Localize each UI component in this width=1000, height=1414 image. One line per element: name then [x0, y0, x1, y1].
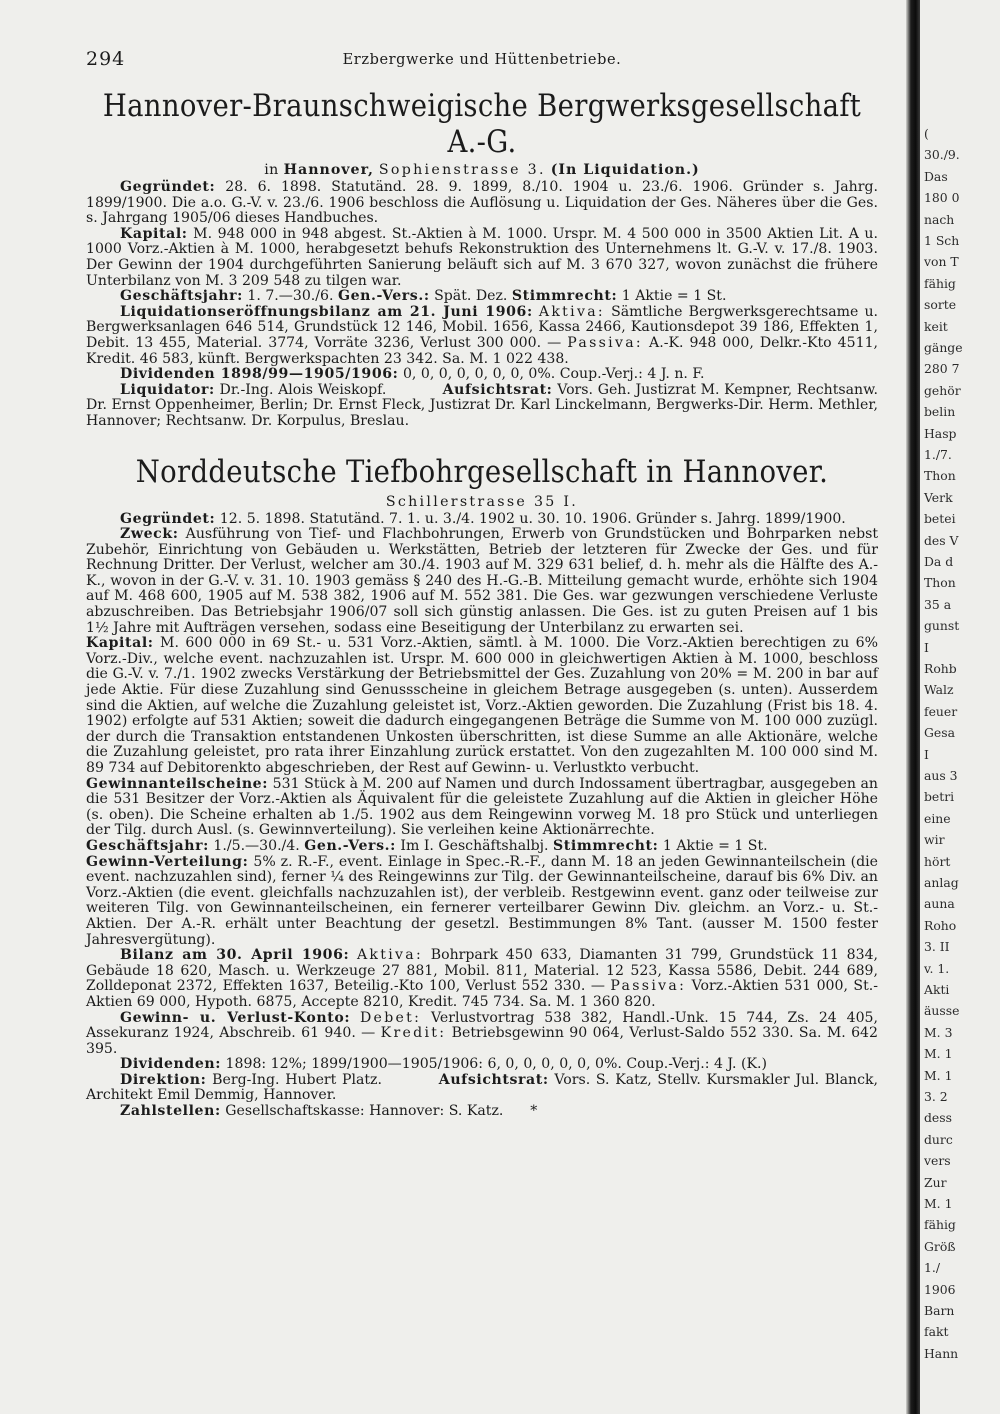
- page-number: 294: [86, 48, 126, 70]
- aktiva-label: Aktiva:: [356, 947, 424, 964]
- passiva-label: Passiva:: [567, 334, 643, 351]
- value: 12. 5. 1898. Statutänd. 7. 1. u. 3./4. 1902 u. 30. 10. 1906. Gründer s. Jahrg. 1899/1900.: [219, 510, 846, 527]
- footnote-asterisk: *: [530, 1103, 538, 1120]
- kredit-label: Kredit:: [380, 1025, 447, 1042]
- label: Liquidator:: [120, 381, 215, 398]
- label: Kapital:: [120, 225, 188, 242]
- adjacent-page-fragment: Da d: [924, 554, 954, 569]
- value: Betriebsgewinn 90 064, Verlust-Saldo 552 330. Sa. M. 642 395.: [86, 1025, 878, 1057]
- adjacent-page-fragment: fähig: [924, 1217, 956, 1233]
- value: 1898: 12%; 1899/1900—1905/1906: 6, 0, 0, 0, 0, 0, 0%. Coup.-Verj.: 4 J. (K.): [225, 1056, 767, 1073]
- adjacent-page-edge: [920, 0, 1000, 1414]
- adjacent-page-fragment: Verk: [924, 489, 953, 505]
- debet-label: Debet:: [359, 1009, 422, 1026]
- company-entry-norddeutsche-tiefbohr: [86, 453, 879, 1120]
- value: Ausführung von Tief- und Flachbohrungen, Erwerb von Grundstücken und Bohrparken nebst Zubehör, Einrichtung von Gebäuden u. Werkstätten, Betrieb der letzteren für Zwecke der Ges. und für Rechnung Dritter. Der Verlust, welcher am 30./4. 1903 auf M. 329 631 belief, d. h. mehr als die Hälfte des A.-K., wovon in der G.-V. v. 31. 10. 1903 gemäss § 240 des H.-G.-B. Mitteilung gemacht wurde, erhöhte sich 1904 auf M. 468 600, 1905 auf M. 538 382, 1906 auf M. 552 381. Die Ges. war gezwungen verschiedene Verluste abzuschreiben. Das Betriebsjahr 1906/07 soll sich günstig anlassen. Die Ges. ist zu guten Preisen auf 1 bis 1½ Jahre mit Aufträgen versehen, sodass eine Beseitigung der Unterbilanz zu erwarten sei.: [86, 526, 878, 636]
- entry-zahlstellen: [86, 1104, 878, 1120]
- adjacent-page-fragment: hört: [924, 853, 951, 869]
- adjacent-page-fragment: 180 0: [924, 190, 960, 206]
- value: Vors. Geh. Justizrat M. Kempner, Rechtsanw. Dr. Ernst Oppenheimer, Berlin; Dr. Ernst Fleck, Justizrat Dr. Karl Linckelmann, Bergwerks-Dir. Herm. Methler, Hannover; Rechtsanw. Dr. Korpulus, Breslau.: [86, 381, 878, 429]
- adjacent-page-fragment: anlag: [924, 875, 959, 890]
- aktiva-label: Aktiva:: [538, 303, 605, 320]
- value: 0, 0, 0, 0, 0, 0, 0, 0%. Coup.-Verj.: 4 J. n. F.: [402, 366, 705, 383]
- label: Dividenden:: [120, 1056, 222, 1073]
- adjacent-page-fragment: keit: [924, 318, 948, 334]
- adjacent-page-fragment: Größ: [924, 1238, 956, 1254]
- adjacent-page-fragment: Akti: [924, 982, 950, 997]
- value: 28. 6. 1898. Statutänd. 28. 9. 1899, 8./10. 1904 u. 23./6. 1906. Gründer s. Jahrg. 1899/1900. Die a.o. G.-V. v. 23./6. 1906 beschloss die Auflösung u. Liquidation der Ges. Näheres über die Ges. s. Jahrgang 1905/06 dieses Handbuches.: [86, 179, 878, 227]
- entry-bilanz: [86, 948, 878, 1010]
- value: 1 Aktie = 1 St.: [621, 288, 727, 305]
- value: 1./5.—30./4.: [213, 837, 300, 854]
- adjacent-page-fragment: betei: [924, 511, 956, 527]
- label: Gewinnanteilscheine:: [86, 775, 269, 792]
- label: Gen.-Vers.:: [337, 288, 430, 305]
- value: 531 Stück à M. 200 auf Namen und durch Indossament übertragbar, ausgegeben an die 531 Besitzer der Vorz.-Aktien als Äquivalent für die geleistete Zuzahlung auf die Aktien in gleicher Höhe (s. oben). Die Scheine erhalten ab 1./5. 1902 aus dem Reingewinn vorweg M. 18 pro Stück und unterliegen der Tilg. durch Ausl. (s. Gewinnverteilung). Sie verleihen keine Aktionärrechte.: [86, 775, 878, 839]
- adjacent-page-fragment: Das: [924, 168, 948, 184]
- adjacent-page-fragment: Walz: [924, 682, 954, 698]
- adjacent-page-fragment: Thon: [924, 575, 956, 591]
- label: Geschäftsjahr:: [120, 288, 243, 305]
- adjacent-page-fragment: aus 3: [924, 768, 958, 783]
- adjacent-page-fragment: Barn: [924, 1303, 955, 1318]
- adjacent-page-fragment: äusse: [924, 1003, 960, 1019]
- entry-liquidationsbilanz: [86, 305, 878, 367]
- label: Gewinn- u. Verlust-Konto:: [120, 1009, 351, 1026]
- adjacent-page-fragment: 1./7.: [924, 447, 952, 462]
- value: Vors. S. Katz, Stellv. Kursmakler Jul. Blanck, Architekt Emil Demmig, Hannover.: [86, 1071, 878, 1104]
- adjacent-page-fragment: M. 1: [924, 1067, 953, 1083]
- text-column: [86, 48, 878, 1120]
- adjacent-page-fragment: 1906: [924, 1281, 956, 1297]
- adjacent-page-fragment: belin: [924, 404, 956, 420]
- adjacent-page-fragment: Zur: [924, 1174, 947, 1190]
- entry-direktion: [86, 1073, 878, 1104]
- entry-geschaeftsjahr: [86, 289, 878, 305]
- adjacent-page-fragment: v. 1.: [924, 960, 950, 976]
- label: Kapital:: [86, 635, 154, 652]
- label: Dividenden 1898/99—1905/1906:: [120, 366, 399, 383]
- adjacent-page-fragment: durc: [924, 1131, 953, 1147]
- adjacent-page-fragment: I: [924, 746, 929, 762]
- location-prefix: in: [264, 162, 279, 178]
- adjacent-page-fragment: M. 3: [924, 1024, 953, 1040]
- adjacent-page-fragment: 3. 2: [924, 1089, 948, 1104]
- adjacent-page-fragment: fakt: [924, 1324, 949, 1340]
- entry-gegruendet: [86, 180, 878, 227]
- adjacent-page-fragment: M. 1: [924, 1046, 953, 1062]
- label: Gegründet:: [120, 179, 216, 195]
- company-address-line: [86, 162, 878, 178]
- adjacent-page-fragment: gehör: [924, 382, 961, 398]
- label: Direktion:: [120, 1071, 207, 1088]
- entry-gewinn-verteilung: [86, 855, 878, 949]
- adjacent-page-fragment: von T: [924, 254, 959, 270]
- adjacent-page-fragment: M. 1: [924, 1196, 953, 1211]
- label: Stimmrecht:: [553, 837, 659, 854]
- adjacent-page-fragment: 35 a: [924, 596, 952, 612]
- value: 1. 7.—30./6.: [247, 288, 334, 305]
- entry-geschaeftsjahr: [86, 839, 878, 855]
- adjacent-page-fragment: des V: [924, 532, 959, 548]
- label: Aufsichtsrat:: [438, 1071, 549, 1088]
- adjacent-page-fragment: 1 Sch: [924, 233, 960, 248]
- entry-dividenden: [86, 367, 878, 383]
- adjacent-page-fragment: 1./: [924, 1260, 940, 1276]
- adjacent-page-fragment: feuer: [924, 703, 958, 719]
- adjacent-page-fragment: nach: [924, 211, 955, 227]
- running-header: [86, 48, 878, 82]
- label: Zahlstellen:: [120, 1103, 221, 1120]
- entry-liquidator: [86, 383, 878, 430]
- running-title: Erzbergwerke und Hüttenbetriebe.: [342, 52, 622, 68]
- adjacent-page-fragment: gänge: [924, 340, 963, 355]
- adjacent-page-fragment: fähig: [924, 275, 956, 291]
- entry-gewinnanteilscheine: [86, 777, 878, 839]
- adjacent-page-fragment: sorte: [924, 297, 957, 313]
- adjacent-page-fragment: 3. II: [924, 939, 950, 955]
- value: Bohrpark 450 633, Diamanten 31 799, Grundstück 11 834, Gebäude 18 620, Masch. u. Werkzeuge 27 881, Mobil. 811, Material. 12 523, Kassa 5586, Debit. 244 689, Zolldeponat 2372, Effekten 1637, Beteilig.-Kto 100, Verlust 552 330. —: [86, 947, 879, 995]
- adjacent-page-fragment: Hann: [924, 1345, 959, 1361]
- adjacent-page-fragment: (: [924, 126, 929, 141]
- label: Gen.-Vers.:: [304, 837, 396, 854]
- value: 1 Aktie = 1 St.: [662, 837, 768, 854]
- book-gutter: [906, 0, 920, 1414]
- value: Spät. Dez.: [434, 288, 508, 305]
- adjacent-page-fragment: 30./9.: [924, 147, 960, 163]
- adjacent-page-fragment: Gesa: [924, 725, 955, 741]
- adjacent-page-fragment: betri: [924, 789, 955, 805]
- label: Bilanz am 30. April 1906:: [120, 947, 350, 964]
- label: Gegründet:: [120, 510, 216, 527]
- adjacent-page-fragment: auna: [924, 896, 955, 912]
- adjacent-page-fragment: wir: [924, 832, 945, 848]
- value: 5% z. R.-F., event. Einlage in Spec.-R.-F., dann M. 18 an jeden Gewinnanteilschein (die event. nachzuzahlen sind), ferner ¼ des Reingewinns zur Tilg. der Gewinnanteilscheine, darauf bis 6% Div. an Vorz.-Aktien (die event. gleichfalls nachzuzahlen ist), der verbleib. Restgewinn event. ganz oder teilweise zur weiteren Tilg. von Gewinnanteilscheinen, ein fernerer verteilbarer Gewinn Div. gleichm. an Vorz.- u. St.-Aktien. Der A.-R. erhält unter Beachtung der gesetzl. Bestimmungen 8% Tant. (ausser M. 1500 fester Jahresvergütung).: [86, 853, 879, 948]
- adjacent-page-fragment: Hasp: [924, 425, 957, 441]
- company-title: Hannover-Braunschweigische Bergwerksgesellschaft A.-G.: [102, 88, 862, 160]
- city: Hannover,: [283, 162, 374, 178]
- adjacent-page-fragment: vers: [924, 1153, 951, 1169]
- adjacent-page-fragment: gunst: [924, 618, 960, 634]
- label: Gewinn-Verteilung:: [86, 853, 249, 870]
- value: Berg-Ing. Hubert Platz.: [212, 1071, 382, 1088]
- label: Geschäftsjahr:: [86, 837, 209, 854]
- value: Verlustvortrag 538 382, Handl.-Unk. 15 744, Zs. 24 405, Assekuranz 1924, Abschreib. 61 940. —: [86, 1009, 878, 1042]
- value: Vorz.-Aktien 531 000, St.-Aktien 69 000, Hypoth. 6875, Accepte 8210, Kredit. 745 734. Sa. M. 1 360 820.: [86, 978, 878, 1010]
- value: Gesellschaftskasse: Hannover: S. Katz.: [225, 1103, 504, 1120]
- entry-kapital: [86, 227, 878, 289]
- passiva-label: Passiva:: [610, 978, 687, 995]
- adjacent-page-fragment: Roho: [924, 917, 957, 933]
- value: M. 948 000 in 948 abgest. St.-Aktien à M. 1000. Urspr. M. 4 500 000 in 3500 Aktien Lit. A u. 1000 Vorz.-Aktien à M. 1000, herabgesetzt behufs Rekonstruktion des Unternehmens lt. G.-V. v. 17./8. 1903. Der Gewinn der 1904 durchgeführten Sanierung beläuft sich auf M. 3 670 327, wovon zunächst die frühere Unterbilanz von M. 3 209 548 zu tilgen war.: [86, 225, 878, 289]
- label: Liquidationseröffnungsbilanz am 21. Juni 1906:: [120, 303, 533, 320]
- entry-kapital: [86, 636, 878, 776]
- adjacent-page-fragment: Rohb: [924, 661, 957, 676]
- label: Stimmrecht:: [511, 288, 618, 305]
- adjacent-page-fragment: I: [924, 639, 929, 655]
- value: A.-K. 948 000, Delkr.-Kto 4511, Kredit. 46 583, künft. Bergwerkspachten 23 342. Sa. M. 1 022 438.: [86, 334, 879, 367]
- label: Zweck:: [120, 526, 179, 543]
- address: Sophienstrasse 3.: [378, 162, 546, 178]
- value: Im I. Geschäftshalbj.: [400, 837, 549, 854]
- company-address: Schillerstrasse 35 I.: [385, 493, 579, 510]
- liquidation-status: (In Liquidation.): [550, 162, 700, 178]
- company-entry-hannover-braunschweigische: [86, 88, 879, 430]
- adjacent-page-fragment: Thon: [924, 468, 956, 484]
- entry-gewinn-verlust-konto: [86, 1011, 878, 1058]
- adjacent-page-fragment: 280 7: [924, 361, 960, 377]
- entry-gegruendet: [86, 512, 878, 528]
- company-title: Norddeutsche Tiefbohrgesellschaft in Hannover.: [135, 453, 829, 490]
- adjacent-page-fragment: eine: [924, 810, 951, 826]
- adjacent-page-fragment: dess: [924, 1110, 952, 1126]
- entry-dividenden: [86, 1057, 878, 1073]
- value: Sämtliche Bergwerksgerechtsame u. Bergwerksanlagen 646 514, Grundstück 12 146, Mobil. 1656, Kassa 2466, Kautionsdepot 39 186, Effekten 1, Debit. 13 455, Material. 3774, Vorräte 3236, Verlust 300 000. —: [86, 303, 879, 351]
- value: Dr.-Ing. Alois Weiskopf.: [219, 381, 387, 398]
- label: Aufsichtsrat:: [442, 381, 553, 398]
- value: M. 600 000 in 69 St.- u. 531 Vorz.-Aktien, sämtl. à M. 1000. Die Vorz.-Aktien berechtigen zu 6% Vorz.-Div., welche event. nachzuzahlen ist. Urspr. M. 600 000 in gleichwertigen Aktien à M. 1000, beschloss die G.-V. v. 7./1. 1902 zwecks Verstärkung der Betriebsmittel der Ges. Zuzahlung von 20% = M. 200 in bar auf jede Aktie. Für diese Zuzahlung sind Genussscheine in gleichem Betrage ausgegeben (s. unten). Ausserdem sind die Aktien, auf welche die Zuzahlung geleistet ist, Vorz.-Aktien geworden. Die Zuzahlung (Frist bis 18. 4. 1902) erfolgte auf 531 Aktien; soweit die dadurch eingegangenen Beträge die Summe von M. 100 000 zuzügl. der durch die Transaktion entstandenen Unkosten überschritten, ist diese Summe an alle Aktionäre, welche die Zuzahlung geleistet, pro rata ihrer Einzahlung zurück erstattet. Von den zugezahlten M. 100 000 sind M. 89 734 auf Debitorenkto abgeschrieben, der Rest auf Gewinn- u. Verlustkto verbucht.: [86, 635, 878, 776]
- entry-zweck: [86, 527, 878, 636]
